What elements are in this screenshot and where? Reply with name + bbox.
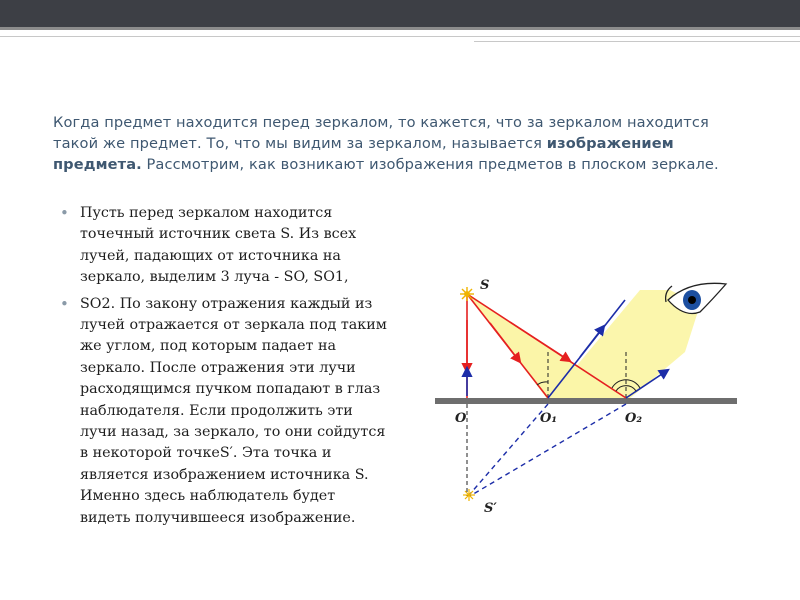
image-point-icon <box>463 489 475 501</box>
mirror-reflection-diagram <box>420 270 750 520</box>
label-s: S <box>480 278 490 293</box>
label-s-prime: S′ <box>484 501 497 516</box>
intro-term: изображением предмета. <box>53 135 674 173</box>
divider-line-short <box>474 41 800 42</box>
label-o2: O₂ <box>625 411 643 426</box>
intro-text-start: Когда предмет находится перед зеркалом, то кажется, что за зеркалом находится такой же предмет. То, что мы видим за зеркалом, называется <box>53 114 709 152</box>
title-bar-underline <box>0 27 800 30</box>
title-bar <box>0 0 800 27</box>
intro-text-end: Рассмотрим, как возникают изображения предметов в плоском зеркале. <box>141 156 719 173</box>
bullet-item: • SO2. По закону отражения каждый из лучей отражается от зеркала под таким же углом, под которым падает на зеркало. После отражения эти лучи расходящимся пучком попадают в глаз наблюдателя. Если продолжить эти лучи назад, за зеркало, то они сойдутся в некоторой точкеS′. Эта точка и является изображением источника S. Именно здесь наблюдатель будет видеть получившееся изображение. <box>60 294 390 529</box>
light-source-icon <box>460 287 474 301</box>
label-o: O <box>455 411 467 426</box>
bullet-list <box>60 203 390 534</box>
extension-o1 <box>470 404 548 494</box>
mirror-surface <box>435 398 737 404</box>
divider-line <box>0 36 800 37</box>
intro-paragraph <box>53 112 753 175</box>
bullet-item: • Пусть перед зеркалом находится точечный источник света S. Из всех лучей, падающих от источника на зеркало, выделим 3 луча - SO, SO1, <box>60 203 390 289</box>
label-o1: O₁ <box>540 411 558 426</box>
